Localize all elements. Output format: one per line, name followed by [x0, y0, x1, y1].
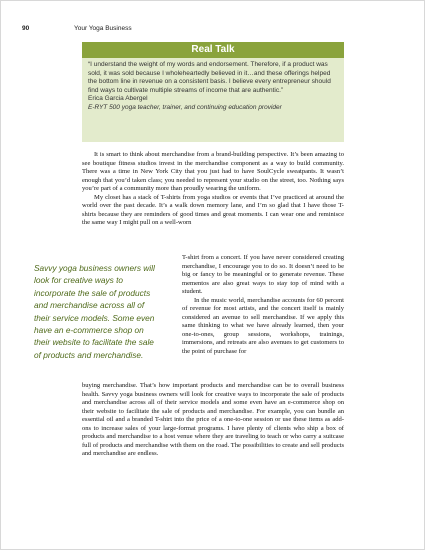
sidebar-attribution-name: Erica Garcia Abergel: [88, 95, 148, 103]
page-number: 90: [22, 25, 30, 32]
body-paragraph-2-start: My closet has a stack of T-shirts from yoga studios or events that I’ve practiced at around the world over the past decade. It’s a walk down memory lane, and I’m so glad that I have those T-shirts because they are reminders of good times and great moments. I can wear one and reminisce the same way I might pull on a well-worn: [82, 193, 344, 226]
real-talk-sidebar: [82, 42, 344, 142]
body-paragraph-3-start: In the music world, merchandise accounts for 60 percent of revenue for most artists, and the concert itself is mainly considered an avenue to sell merchandise. If we apply this same thinking to what we have already learned, then your one-to-ones, group sessions, workshops, trainings, immersions, and retreats are also avenues to get customers to the point of purchase for: [182, 296, 344, 355]
sidebar-title: Real Talk: [82, 42, 344, 58]
sidebar-quote: “I understand the weight of my words and endorsement. Therefore, if a product was sold, it was sold because I wholeheartedly believed in it…and these offerings helped the bottom line in revenue on a consistent basis. I believe every entrepreneur should find ways to cultivate multiple streams of income that are authentic.”: [88, 61, 331, 94]
body-paragraph-3-continued: buying merchandise. That’s how important products and merchandise can be to overall business health. Savvy yoga business owners will look for creative ways to incorporate the sale of products and merchandise across all of their service models and some even have an e-commerce shop on their website to facilitate the sale of products and merchandise. For example, you can bundle an essential oil and a branded T-shirt into the price of a one-to-one session or use these items as add-ons to increase sales of your large-format programs. I have plenty of clients who ship a box of products and merchandise to a host venue where they are traveling to teach or who carry a suitcase full of products and merchandise with them on the road. The possibilities to create and sell products and merchandise are endless.: [82, 382, 344, 457]
body-text-narrow-column: [182, 254, 344, 356]
sidebar-body: [82, 58, 344, 113]
body-text-bottom: [82, 382, 344, 459]
body-text-top: [82, 151, 344, 228]
pull-quote: Savvy yoga business owners will look for creative ways to incorporate the sale of products and merchandise across all of their service models. Some even have an e-commerce shop on their website to facilitate the sale of products and merchandise.: [34, 263, 155, 360]
page-header: [22, 25, 403, 37]
body-paragraph-2-continued: T-shirt from a concert. If you have never considered creating merchandise, I encourage you to do so. It doesn’t need to be big or fancy to be meaningful or to generate revenue. These mementos are also great ways to stay top of mind with a student.: [182, 254, 344, 295]
running-head: Your Yoga Business: [74, 25, 132, 32]
sidebar-attribution-role: E-RYT 500 yoga teacher, trainer, and continuing education provider: [88, 103, 282, 111]
body-paragraph-1: It is smart to think about merchandise from a brand-building perspective. It’s been amazing to see boutique fitness studios invest in the merchandise component as a way to build community. There was a time in New York City that you just had to have SoulCycle sweatpants. It wasn’t enough that you’d taken class; you needed to represent your studio on the street, too. Nothing says you’re part of a community more than proudly wearing the uniform.: [82, 151, 344, 192]
